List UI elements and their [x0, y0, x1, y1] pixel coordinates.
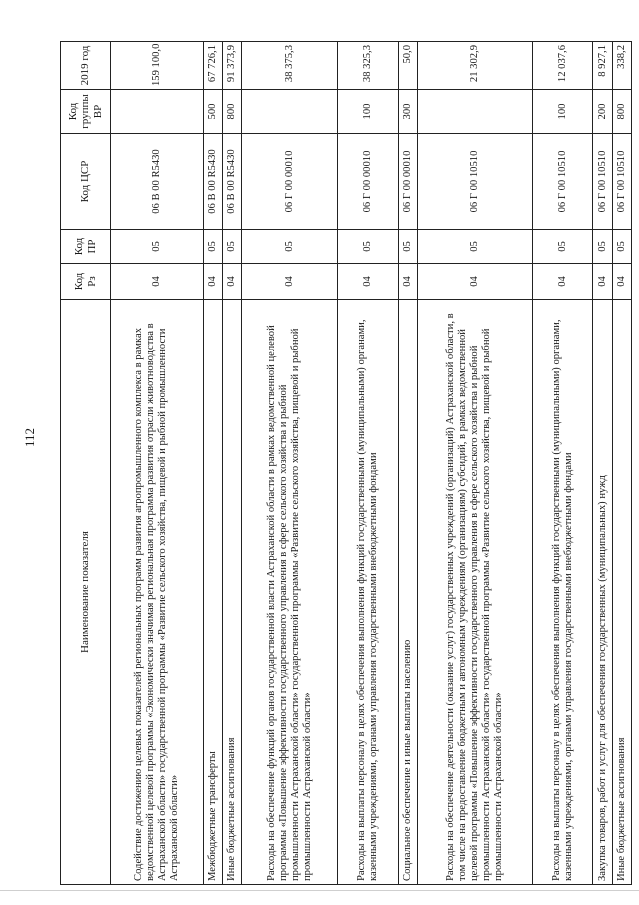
cell-2019: 338,2 [612, 42, 631, 90]
table-row [533, 42, 593, 885]
cell-pr: 05 [417, 230, 533, 264]
budget-table [60, 41, 632, 885]
cell-vr [417, 90, 533, 134]
cell-pr: 05 [593, 230, 612, 264]
cell-name: Расходы на обеспечение деятельности (оказание услуг) государственных учреждений (организаций) Астраханской области, в том числе на предоставление бюджетным и автономным учреждениям (организациям) субсидий, в рамках ведомственной целевой программы «Повышение эффективности государственного управления в сфере сельского хозяйства и рыбной промышленности Астраханской области» государственной программы «Развитие сельского хозяйства, пищевой и рыбной промышленности Астраханской области» [417, 300, 533, 885]
table-row [417, 42, 533, 885]
cell-name: Иные бюджетные ассигнования [612, 300, 631, 885]
cell-2019: 8 927,1 [593, 42, 612, 90]
column-header-pr: Код ПР [61, 230, 111, 264]
cell-pr: 05 [111, 230, 204, 264]
scan-fold-line [0, 890, 639, 891]
table-row [111, 42, 204, 885]
cell-name: Расходы на выплаты персоналу в целях обеспечения выполнения функций государственными (муниципальными) органами, казенными учреждениями, органами управления государственными внебюджетными фондами [533, 300, 593, 885]
table-row [242, 42, 338, 885]
cell-vr [111, 90, 204, 134]
cell-name: Иные бюджетные ассигнования [222, 300, 241, 885]
cell-csr: 06 Г 00 00010 [398, 134, 417, 230]
cell-csr: 06 Г 00 00010 [338, 134, 398, 230]
table-row [222, 42, 241, 885]
cell-rz: 04 [338, 264, 398, 300]
cell-name: Межбюджетные трансферты [203, 300, 222, 885]
cell-csr: 06 Г 00 00010 [242, 134, 338, 230]
cell-2019: 50,0 [398, 42, 417, 90]
cell-vr: 100 [533, 90, 593, 134]
cell-rz: 04 [533, 264, 593, 300]
cell-rz: 04 [398, 264, 417, 300]
cell-csr: 06 Г 00 10510 [533, 134, 593, 230]
table-row [203, 42, 222, 885]
column-header-vr: Код группы ВР [61, 90, 111, 134]
cell-rz: 04 [242, 264, 338, 300]
cell-name: Содействие достижению целевых показателей региональных программ развития агропромышленного комплекса в рамках ведомственной целевой программы «Экономически значимая региональная программа развития отрасли животноводства в Астраханской области» государственной программы «Развитие сельского хозяйства, пищевой и рыбной промышленности Астраханской области» [111, 300, 204, 885]
cell-pr: 05 [242, 230, 338, 264]
cell-pr: 05 [612, 230, 631, 264]
cell-2019: 91 373,9 [222, 42, 241, 90]
cell-rz: 04 [111, 264, 204, 300]
cell-2019: 159 100,0 [111, 42, 204, 90]
cell-csr: 06 В 00 R5430 [203, 134, 222, 230]
column-header-csr: Код ЦСР [61, 134, 111, 230]
table-row [338, 42, 398, 885]
cell-name: Социальное обеспечение и иные выплаты населению [398, 300, 417, 885]
cell-pr: 05 [222, 230, 241, 264]
cell-2019: 38 325,3 [338, 42, 398, 90]
column-header-name: Наименование показателя [61, 300, 111, 885]
cell-2019: 12 037,6 [533, 42, 593, 90]
cell-vr [242, 90, 338, 134]
column-header-rz: Код Рз [61, 264, 111, 300]
cell-2019: 67 726,1 [203, 42, 222, 90]
cell-name: Закупка товаров, работ и услуг для обеспечения государственных (муниципальных) нужд [593, 300, 612, 885]
cell-vr: 300 [398, 90, 417, 134]
cell-vr: 100 [338, 90, 398, 134]
cell-rz: 04 [222, 264, 241, 300]
table-row [398, 42, 417, 885]
budget-table-container [60, 42, 632, 885]
cell-csr: 06 Г 00 10510 [612, 134, 631, 230]
cell-vr: 800 [612, 90, 631, 134]
table-row [593, 42, 612, 885]
cell-2019: 21 302,9 [417, 42, 533, 90]
cell-rz: 04 [417, 264, 533, 300]
table-row [612, 42, 631, 885]
cell-csr: 06 В 00 R5430 [222, 134, 241, 230]
table-header-row [61, 42, 111, 885]
cell-vr: 500 [203, 90, 222, 134]
cell-name: Расходы на обеспечение функций органов государственной власти Астраханской области в рамках ведомственной целевой программы «Повышение эффективности государственного управления в сфере сельского хозяйства и рыбной промышленности Астраханской области» государственной программы «Развитие сельского хозяйства, пищевой и рыбной промышленности Астраханской области» [242, 300, 338, 885]
cell-pr: 05 [338, 230, 398, 264]
cell-vr: 200 [593, 90, 612, 134]
cell-rz: 04 [612, 264, 631, 300]
cell-pr: 05 [398, 230, 417, 264]
cell-name: Расходы на выплаты персоналу в целях обеспечения выполнения функций государственными (муниципальными) органами, казенными учреждениями, органами управления государственными внебюджетными фондами [338, 300, 398, 885]
cell-rz: 04 [203, 264, 222, 300]
cell-pr: 05 [203, 230, 222, 264]
cell-csr: 06 Г 00 10510 [593, 134, 612, 230]
cell-csr: 06 Г 00 10510 [417, 134, 533, 230]
cell-csr: 06 В 00 R5430 [111, 134, 204, 230]
column-header-2019: 2019 год [61, 42, 111, 90]
cell-pr: 05 [533, 230, 593, 264]
cell-rz: 04 [593, 264, 612, 300]
page-number: 112 [22, 427, 37, 447]
cell-2019: 38 375,3 [242, 42, 338, 90]
cell-vr: 800 [222, 90, 241, 134]
